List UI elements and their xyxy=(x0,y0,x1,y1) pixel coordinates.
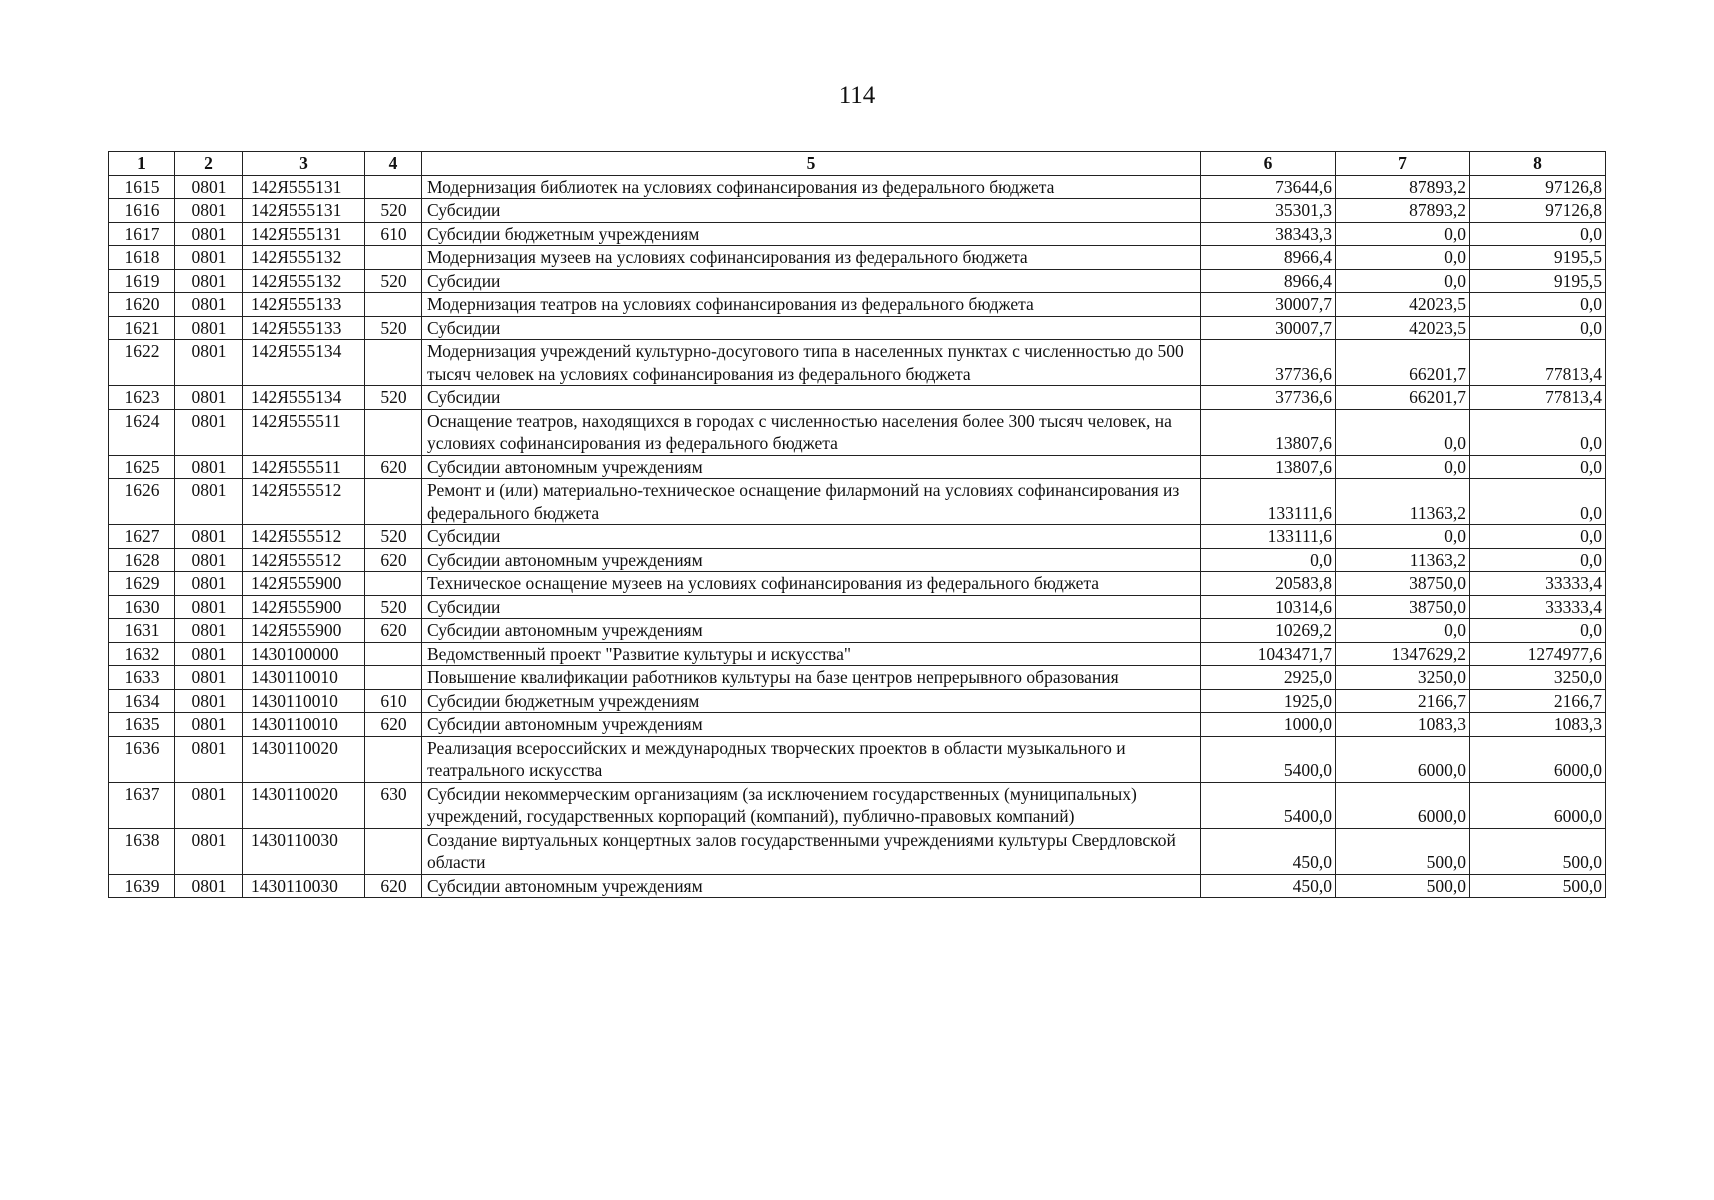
amount-col-6: 8966,4 xyxy=(1201,269,1336,293)
target-article-code: 1430110030 xyxy=(243,874,365,898)
table-row xyxy=(109,246,1606,270)
table-row xyxy=(109,572,1606,596)
table-row xyxy=(109,316,1606,340)
section-code: 0801 xyxy=(175,713,243,737)
row-number: 1623 xyxy=(109,386,175,410)
section-code: 0801 xyxy=(175,479,243,525)
amount-col-6: 450,0 xyxy=(1201,874,1336,898)
target-article-code: 1430110010 xyxy=(243,713,365,737)
amount-col-6: 5400,0 xyxy=(1201,782,1336,828)
item-name: Субсидии бюджетным учреждениям xyxy=(422,222,1201,246)
target-article-code: 142Я555132 xyxy=(243,246,365,270)
target-article-code: 142Я555132 xyxy=(243,269,365,293)
amount-col-8: 0,0 xyxy=(1470,316,1606,340)
amount-col-6: 10314,6 xyxy=(1201,595,1336,619)
expense-type-code: 630 xyxy=(365,782,422,828)
amount-col-6: 10269,2 xyxy=(1201,619,1336,643)
section-code: 0801 xyxy=(175,828,243,874)
expense-type-code: 520 xyxy=(365,386,422,410)
amount-col-6: 13807,6 xyxy=(1201,455,1336,479)
row-number: 1621 xyxy=(109,316,175,340)
amount-col-8: 0,0 xyxy=(1470,409,1606,455)
expense-type-code: 620 xyxy=(365,713,422,737)
amount-col-8: 6000,0 xyxy=(1470,736,1606,782)
amount-col-8: 9195,5 xyxy=(1470,246,1606,270)
amount-col-8: 97126,8 xyxy=(1470,175,1606,199)
row-number: 1627 xyxy=(109,525,175,549)
header-cell-4: 4 xyxy=(365,152,422,176)
table-row xyxy=(109,340,1606,386)
target-article-code: 142Я555134 xyxy=(243,340,365,386)
target-article-code: 142Я555134 xyxy=(243,386,365,410)
amount-col-8: 3250,0 xyxy=(1470,666,1606,690)
amount-col-7: 87893,2 xyxy=(1336,199,1470,223)
row-number: 1616 xyxy=(109,199,175,223)
item-name: Создание виртуальных концертных залов государственными учреждениями культуры Свердловской области xyxy=(422,828,1201,874)
target-article-code: 142Я555511 xyxy=(243,409,365,455)
amount-col-6: 30007,7 xyxy=(1201,293,1336,317)
amount-col-6: 2925,0 xyxy=(1201,666,1336,690)
expense-type-code: 520 xyxy=(365,199,422,223)
section-code: 0801 xyxy=(175,409,243,455)
item-name: Субсидии автономным учреждениям xyxy=(422,619,1201,643)
expense-type-code xyxy=(365,409,422,455)
item-name: Субсидии автономным учреждениям xyxy=(422,455,1201,479)
row-number: 1631 xyxy=(109,619,175,643)
item-name: Модернизация музеев на условиях софинансирования из федерального бюджета xyxy=(422,246,1201,270)
page-number: 114 xyxy=(838,82,876,109)
section-code: 0801 xyxy=(175,525,243,549)
amount-col-8: 97126,8 xyxy=(1470,199,1606,223)
expense-type-code xyxy=(365,642,422,666)
item-name: Субсидии некоммерческим организациям (за исключением государственных (муниципальных) учреждений, государственных корпораций (компаний), публично-правовых компаний) xyxy=(422,782,1201,828)
section-code: 0801 xyxy=(175,222,243,246)
item-name: Ведомственный проект "Развитие культуры и искусства" xyxy=(422,642,1201,666)
target-article-code: 142Я555900 xyxy=(243,619,365,643)
section-code: 0801 xyxy=(175,340,243,386)
header-cell-5: 5 xyxy=(422,152,1201,176)
expense-type-code: 620 xyxy=(365,455,422,479)
section-code: 0801 xyxy=(175,736,243,782)
row-number: 1624 xyxy=(109,409,175,455)
expense-type-code xyxy=(365,736,422,782)
expense-type-code: 610 xyxy=(365,689,422,713)
item-name: Повышение квалификации работников культуры на базе центров непрерывного образования xyxy=(422,666,1201,690)
item-name: Субсидии автономным учреждениям xyxy=(422,548,1201,572)
table-row xyxy=(109,409,1606,455)
table-row xyxy=(109,222,1606,246)
amount-col-8: 500,0 xyxy=(1470,874,1606,898)
amount-col-7: 0,0 xyxy=(1336,619,1470,643)
target-article-code: 1430110030 xyxy=(243,828,365,874)
expense-type-code xyxy=(365,479,422,525)
amount-col-6: 1000,0 xyxy=(1201,713,1336,737)
amount-col-7: 6000,0 xyxy=(1336,782,1470,828)
row-number: 1630 xyxy=(109,595,175,619)
expense-type-code xyxy=(365,340,422,386)
section-code: 0801 xyxy=(175,199,243,223)
amount-col-6: 133111,6 xyxy=(1201,479,1336,525)
table-row xyxy=(109,874,1606,898)
item-name: Субсидии автономным учреждениям xyxy=(422,713,1201,737)
target-article-code: 142Я555512 xyxy=(243,479,365,525)
table-row xyxy=(109,455,1606,479)
target-article-code: 1430110020 xyxy=(243,782,365,828)
table-row xyxy=(109,269,1606,293)
section-code: 0801 xyxy=(175,689,243,713)
target-article-code: 142Я555131 xyxy=(243,222,365,246)
header-cell-2: 2 xyxy=(175,152,243,176)
amount-col-6: 5400,0 xyxy=(1201,736,1336,782)
amount-col-6: 1043471,7 xyxy=(1201,642,1336,666)
amount-col-7: 87893,2 xyxy=(1336,175,1470,199)
expense-type-code: 520 xyxy=(365,525,422,549)
section-code: 0801 xyxy=(175,455,243,479)
target-article-code: 142Я555131 xyxy=(243,199,365,223)
section-code: 0801 xyxy=(175,386,243,410)
row-number: 1638 xyxy=(109,828,175,874)
item-name: Модернизация учреждений культурно-досугового типа в населенных пунктах с численностью до 500 тысяч человек на условиях софинансирования из федерального бюджета xyxy=(422,340,1201,386)
target-article-code: 142Я555131 xyxy=(243,175,365,199)
amount-col-7: 66201,7 xyxy=(1336,386,1470,410)
section-code: 0801 xyxy=(175,316,243,340)
amount-col-6: 13807,6 xyxy=(1201,409,1336,455)
amount-col-6: 450,0 xyxy=(1201,828,1336,874)
target-article-code: 142Я555512 xyxy=(243,548,365,572)
amount-col-7: 0,0 xyxy=(1336,409,1470,455)
table-row xyxy=(109,828,1606,874)
item-name: Оснащение театров, находящихся в городах с численностью населения более 300 тысяч человек, на условиях софинансирования из федерального бюджета xyxy=(422,409,1201,455)
expense-type-code: 520 xyxy=(365,269,422,293)
amount-col-6: 20583,8 xyxy=(1201,572,1336,596)
row-number: 1636 xyxy=(109,736,175,782)
item-name: Модернизация библиотек на условиях софинансирования из федерального бюджета xyxy=(422,175,1201,199)
amount-col-8: 0,0 xyxy=(1470,548,1606,572)
table-row xyxy=(109,689,1606,713)
amount-col-7: 0,0 xyxy=(1336,525,1470,549)
table-row xyxy=(109,548,1606,572)
expense-type-code: 610 xyxy=(365,222,422,246)
table-row xyxy=(109,619,1606,643)
amount-col-8: 0,0 xyxy=(1470,525,1606,549)
row-number: 1615 xyxy=(109,175,175,199)
section-code: 0801 xyxy=(175,874,243,898)
expense-type-code xyxy=(365,293,422,317)
expense-type-code xyxy=(365,175,422,199)
item-name: Модернизация театров на условиях софинансирования из федерального бюджета xyxy=(422,293,1201,317)
section-code: 0801 xyxy=(175,619,243,643)
section-code: 0801 xyxy=(175,782,243,828)
item-name: Субсидии xyxy=(422,525,1201,549)
row-number: 1620 xyxy=(109,293,175,317)
table-row xyxy=(109,736,1606,782)
header-cell-8: 8 xyxy=(1470,152,1606,176)
table-row xyxy=(109,525,1606,549)
amount-col-8: 0,0 xyxy=(1470,222,1606,246)
amount-col-7: 3250,0 xyxy=(1336,666,1470,690)
amount-col-8: 1083,3 xyxy=(1470,713,1606,737)
amount-col-6: 133111,6 xyxy=(1201,525,1336,549)
amount-col-7: 0,0 xyxy=(1336,455,1470,479)
row-number: 1618 xyxy=(109,246,175,270)
table-row xyxy=(109,666,1606,690)
row-number: 1635 xyxy=(109,713,175,737)
row-number: 1633 xyxy=(109,666,175,690)
item-name: Субсидии бюджетным учреждениям xyxy=(422,689,1201,713)
amount-col-6: 37736,6 xyxy=(1201,386,1336,410)
table-row xyxy=(109,782,1606,828)
expense-type-code: 620 xyxy=(365,619,422,643)
amount-col-8: 0,0 xyxy=(1470,619,1606,643)
amount-col-8: 6000,0 xyxy=(1470,782,1606,828)
row-number: 1619 xyxy=(109,269,175,293)
table-body xyxy=(109,175,1606,898)
amount-col-7: 1347629,2 xyxy=(1336,642,1470,666)
amount-col-6: 0,0 xyxy=(1201,548,1336,572)
row-number: 1628 xyxy=(109,548,175,572)
amount-col-6: 8966,4 xyxy=(1201,246,1336,270)
item-name: Субсидии xyxy=(422,316,1201,340)
amount-col-7: 6000,0 xyxy=(1336,736,1470,782)
row-number: 1637 xyxy=(109,782,175,828)
item-name: Реализация всероссийских и международных творческих проектов в области музыкального и театрального искусства xyxy=(422,736,1201,782)
amount-col-8: 500,0 xyxy=(1470,828,1606,874)
header-cell-1: 1 xyxy=(109,152,175,176)
table-row xyxy=(109,199,1606,223)
amount-col-8: 77813,4 xyxy=(1470,340,1606,386)
amount-col-7: 0,0 xyxy=(1336,246,1470,270)
amount-col-7: 1083,3 xyxy=(1336,713,1470,737)
target-article-code: 1430110010 xyxy=(243,689,365,713)
amount-col-8: 77813,4 xyxy=(1470,386,1606,410)
target-article-code: 142Я555512 xyxy=(243,525,365,549)
target-article-code: 142Я555900 xyxy=(243,595,365,619)
target-article-code: 142Я555511 xyxy=(243,455,365,479)
row-number: 1625 xyxy=(109,455,175,479)
amount-col-6: 73644,6 xyxy=(1201,175,1336,199)
table-row xyxy=(109,642,1606,666)
row-number: 1639 xyxy=(109,874,175,898)
table-row xyxy=(109,386,1606,410)
section-code: 0801 xyxy=(175,595,243,619)
header-cell-7: 7 xyxy=(1336,152,1470,176)
target-article-code: 142Я555133 xyxy=(243,293,365,317)
expense-type-code: 620 xyxy=(365,548,422,572)
table-row xyxy=(109,713,1606,737)
section-code: 0801 xyxy=(175,642,243,666)
expense-type-code: 520 xyxy=(365,316,422,340)
amount-col-7: 38750,0 xyxy=(1336,595,1470,619)
item-name: Субсидии xyxy=(422,199,1201,223)
item-name: Субсидии xyxy=(422,269,1201,293)
section-code: 0801 xyxy=(175,548,243,572)
amount-col-8: 9195,5 xyxy=(1470,269,1606,293)
row-number: 1617 xyxy=(109,222,175,246)
amount-col-8: 0,0 xyxy=(1470,455,1606,479)
row-number: 1634 xyxy=(109,689,175,713)
amount-col-7: 0,0 xyxy=(1336,269,1470,293)
amount-col-6: 30007,7 xyxy=(1201,316,1336,340)
expense-type-code: 520 xyxy=(365,595,422,619)
target-article-code: 1430110010 xyxy=(243,666,365,690)
table-row xyxy=(109,175,1606,199)
item-name: Техническое оснащение музеев на условиях софинансирования из федерального бюджета xyxy=(422,572,1201,596)
section-code: 0801 xyxy=(175,246,243,270)
amount-col-8: 1274977,6 xyxy=(1470,642,1606,666)
row-number: 1626 xyxy=(109,479,175,525)
amount-col-7: 11363,2 xyxy=(1336,479,1470,525)
expense-type-code xyxy=(365,246,422,270)
amount-col-8: 33333,4 xyxy=(1470,595,1606,619)
section-code: 0801 xyxy=(175,572,243,596)
row-number: 1632 xyxy=(109,642,175,666)
amount-col-6: 35301,3 xyxy=(1201,199,1336,223)
amount-col-7: 500,0 xyxy=(1336,828,1470,874)
amount-col-7: 38750,0 xyxy=(1336,572,1470,596)
header-cell-6: 6 xyxy=(1201,152,1336,176)
item-name: Субсидии xyxy=(422,595,1201,619)
section-code: 0801 xyxy=(175,666,243,690)
section-code: 0801 xyxy=(175,293,243,317)
target-article-code: 142Я555900 xyxy=(243,572,365,596)
amount-col-7: 11363,2 xyxy=(1336,548,1470,572)
expense-type-code xyxy=(365,828,422,874)
amount-col-8: 33333,4 xyxy=(1470,572,1606,596)
amount-col-8: 0,0 xyxy=(1470,293,1606,317)
amount-col-7: 0,0 xyxy=(1336,222,1470,246)
amount-col-7: 500,0 xyxy=(1336,874,1470,898)
amount-col-8: 0,0 xyxy=(1470,479,1606,525)
expense-type-code xyxy=(365,666,422,690)
item-name: Субсидии xyxy=(422,386,1201,410)
expense-type-code xyxy=(365,572,422,596)
amount-col-6: 1925,0 xyxy=(1201,689,1336,713)
amount-col-8: 2166,7 xyxy=(1470,689,1606,713)
amount-col-6: 38343,3 xyxy=(1201,222,1336,246)
item-name: Ремонт и (или) материально-техническое оснащение филармоний на условиях софинансирования из федерального бюджета xyxy=(422,479,1201,525)
amount-col-6: 37736,6 xyxy=(1201,340,1336,386)
table-row xyxy=(109,479,1606,525)
expense-type-code: 620 xyxy=(365,874,422,898)
table-row xyxy=(109,293,1606,317)
amount-col-7: 42023,5 xyxy=(1336,316,1470,340)
target-article-code: 1430110020 xyxy=(243,736,365,782)
row-number: 1622 xyxy=(109,340,175,386)
section-code: 0801 xyxy=(175,175,243,199)
amount-col-7: 42023,5 xyxy=(1336,293,1470,317)
amount-col-7: 66201,7 xyxy=(1336,340,1470,386)
budget-table xyxy=(108,151,1606,898)
table-row xyxy=(109,595,1606,619)
row-number: 1629 xyxy=(109,572,175,596)
section-code: 0801 xyxy=(175,269,243,293)
header-row xyxy=(109,152,1606,176)
amount-col-7: 2166,7 xyxy=(1336,689,1470,713)
target-article-code: 1430100000 xyxy=(243,642,365,666)
target-article-code: 142Я555133 xyxy=(243,316,365,340)
header-cell-3: 3 xyxy=(243,152,365,176)
item-name: Субсидии автономным учреждениям xyxy=(422,874,1201,898)
